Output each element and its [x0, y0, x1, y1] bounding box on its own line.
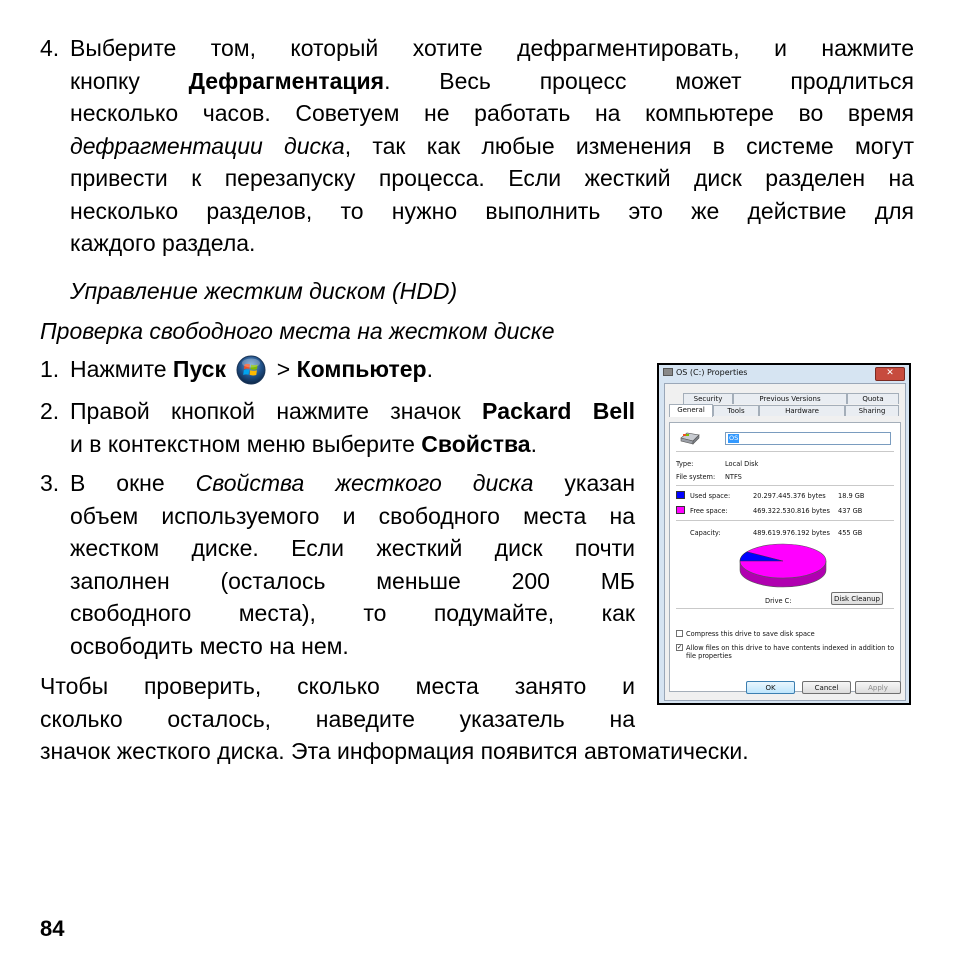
disk-usage-pie-chart	[738, 541, 828, 591]
type-label: Type:	[676, 460, 694, 468]
dialog-body	[664, 383, 906, 701]
step3-line4: заполнен (осталось меньше 200 МБ	[70, 567, 635, 594]
used-space-bytes: 20.297.445.376 bytes	[753, 492, 826, 500]
divider	[676, 485, 894, 486]
free-space-label: Free space:	[690, 507, 728, 515]
step4-number: 4.	[40, 35, 60, 61]
free-space-bytes: 469.322.530.816 bytes	[753, 507, 830, 515]
step3-paragraph	[70, 467, 635, 662]
step2-line2: и в контекстном меню выберите Свойства.	[70, 430, 537, 457]
capacity-gb: 455 GB	[838, 529, 863, 537]
general-tab-panel	[669, 422, 901, 692]
tab-security[interactable]: Security	[683, 393, 733, 404]
free-space-swatch	[676, 506, 685, 514]
final-paragraph-top	[40, 670, 635, 735]
compress-checkbox[interactable]	[676, 630, 683, 637]
tab-general[interactable]: General	[669, 404, 713, 417]
tab-sharing[interactable]: Sharing	[845, 405, 899, 416]
step1-text: Нажмите Пуск > Компьютер.	[70, 353, 433, 386]
windows-start-orb-icon	[236, 355, 266, 385]
tab-hardware[interactable]: Hardware	[759, 405, 845, 416]
step4-line7: каждого раздела.	[70, 230, 256, 256]
hard-drive-icon	[680, 431, 700, 445]
divider	[676, 520, 894, 521]
capacity-label: Capacity:	[690, 529, 721, 537]
index-label-line2: file properties	[686, 652, 732, 660]
compress-label: Compress this drive to save disk space	[686, 630, 815, 638]
tab-tools[interactable]: Tools	[713, 405, 759, 416]
index-label-line1: Allow files on this drive to have contents indexed in addition to	[686, 644, 895, 652]
disk-properties-dialog-screenshot	[657, 363, 911, 705]
step2-paragraph	[70, 395, 635, 460]
drive-label: Drive C:	[765, 597, 792, 605]
step4-line3: несколько часов. Советуем не работать на компьютере во время	[70, 100, 914, 126]
step2-number: 2.	[40, 398, 60, 424]
index-checkbox[interactable]: ✓	[677, 645, 683, 651]
free-space-gb: 437 GB	[838, 507, 863, 515]
step4-line4: дефрагментации диска, так как любые изменения в системе могут	[70, 132, 914, 159]
cancel-button[interactable]: Cancel	[802, 681, 851, 694]
step4-line2: кнопку Дефрагментация. Весь процесс может продлиться	[70, 67, 915, 94]
page-number: 84	[40, 916, 65, 941]
tab-quota[interactable]: Quota	[847, 393, 899, 404]
section-title: Управление жестким диском (HDD)	[70, 278, 458, 304]
step3-line2: объем используемого и свободного места на	[70, 502, 635, 529]
step4-line1: Выберите том, который хотите дефрагментировать, и нажмите	[70, 35, 914, 61]
capacity-bytes: 489.619.976.192 bytes	[753, 529, 830, 537]
final-line1: Чтобы проверить, сколько места занято и	[40, 673, 635, 699]
tab-previous-versions[interactable]: Previous Versions	[733, 393, 847, 404]
step2-line1: Правой кнопкой нажмите значок Packard Bell	[70, 398, 635, 424]
disk-cleanup-button[interactable]: Disk Cleanup	[831, 592, 883, 605]
step3-line6: освободить место на нем.	[70, 632, 349, 659]
drive-icon	[663, 368, 673, 376]
step3-line3: жестком диске. Если жесткий диск почти	[70, 535, 635, 561]
step3-number: 3.	[40, 470, 60, 496]
step3-line5: свободного места), то подумайте, как	[70, 600, 635, 626]
step1-number: 1.	[40, 356, 60, 382]
divider	[676, 451, 894, 452]
dialog-title: OS (C:) Properties	[663, 368, 747, 377]
filesystem-label: File system:	[676, 473, 716, 481]
used-space-swatch	[676, 491, 685, 499]
used-space-gb: 18.9 GB	[838, 492, 865, 500]
apply-button[interactable]: Apply	[855, 681, 901, 694]
step4-line5: привести к перезапуску процесса. Если жесткий диск разделен на	[70, 165, 914, 191]
volume-name-input[interactable]: OS	[725, 432, 891, 445]
step4-line6: несколько разделов, то нужно выполнить это же действие для	[70, 197, 914, 224]
divider	[676, 608, 894, 609]
step3-line1: В окне Свойства жесткого диска указан	[70, 470, 636, 496]
step4-paragraph	[70, 32, 914, 260]
final-line2: сколько осталось, наведите указатель на	[40, 705, 635, 732]
dialog-close-button[interactable]: ✕	[875, 367, 905, 381]
filesystem-value: NTFS	[725, 473, 742, 481]
final-line3: значок жесткого диска. Эта информация появится автоматически.	[40, 738, 749, 764]
defrag-button-term: Дефрагментация	[188, 67, 385, 94]
type-value: Local Disk	[725, 460, 759, 468]
used-space-label: Used space:	[690, 492, 731, 500]
ok-button[interactable]: OK	[746, 681, 795, 694]
subsection-title: Проверка свободного места на жестком диске	[40, 318, 555, 344]
